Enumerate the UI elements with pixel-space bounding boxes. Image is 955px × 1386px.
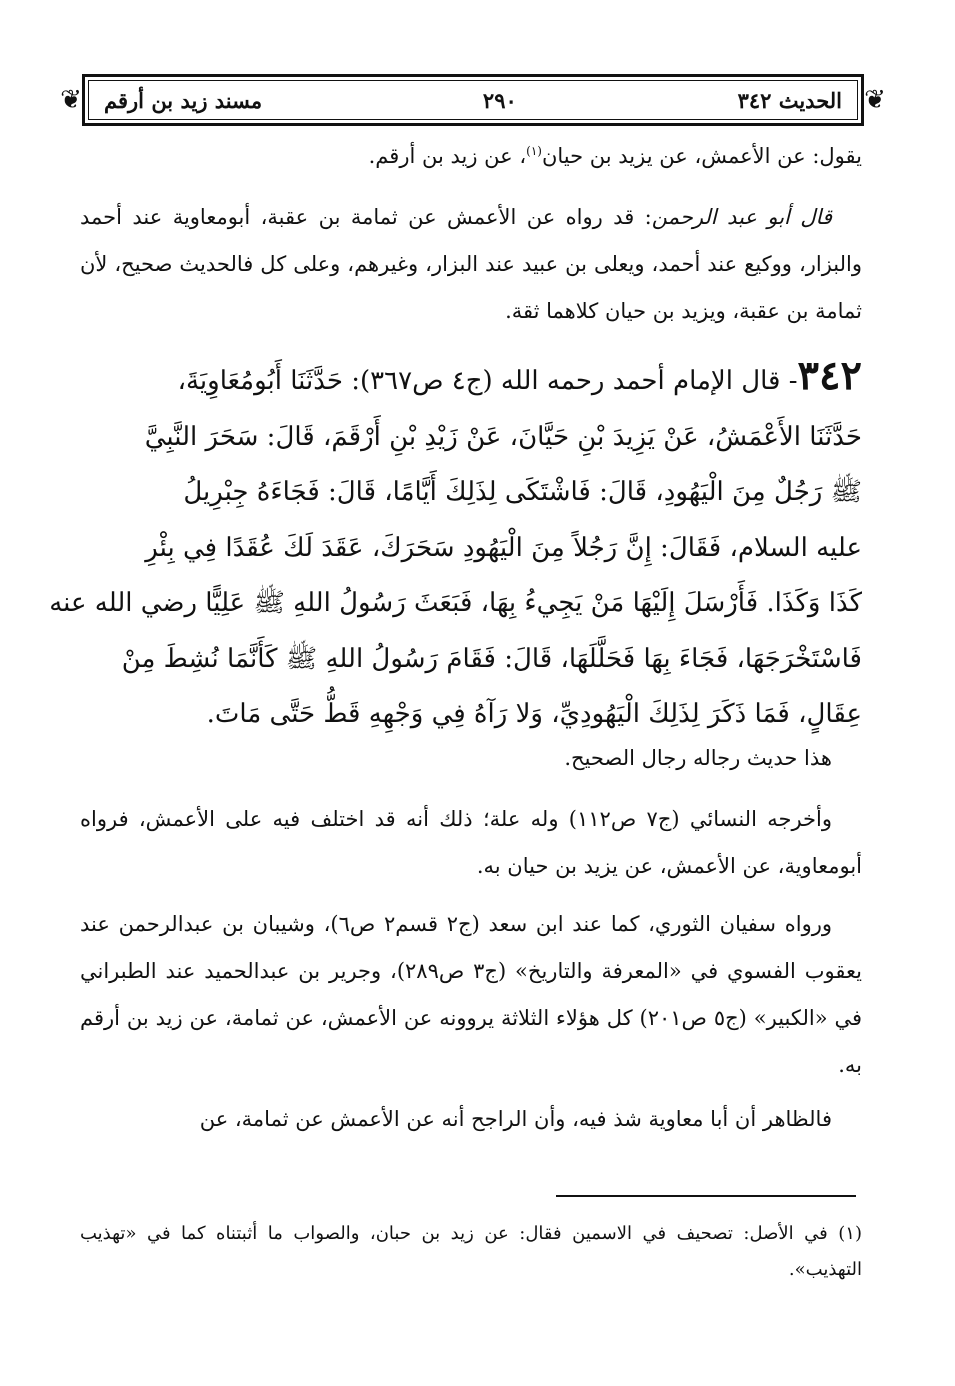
hadith-line-2: حَدَّثَنَا الأَعْمَشُ، عَنْ يَزِيدَ بْنِ حَيَّانَ، عَنْ زَيْدِ بْنِ أَرْقَمَ، قَالَ: سَحَرَ النَّبِيَّ	[144, 421, 862, 452]
hadith-line-5: كَذَا وَكَذَا. فَأَرْسَلَ إِلَيْهَا مَنْ يَجِيءُ بِهَا، فَبَعَثَ رَسُولُ اللهِ ﷺ عَلِيًّا رضي الله عنه	[49, 588, 862, 618]
hadith-line-4: عليه السلام، فَقَالَ: إِنَّ رَجُلاً مِنَ الْيَهُودِ سَحَرَكَ، عَقَدَ لَكَ عُقَدًا فِي بِئْرِ	[145, 532, 862, 563]
commentary-4: فالظاهر أن أبا معاوية شذ فيه، وأن الراجح أنه عن الأعمش عن ثمامة، عن	[199, 1107, 832, 1131]
commentary-3: ورواه سفيان الثوري، كما عند ابن سعد (ج٢ قسم٢ ص٦)، وشيبان بن عبدالرحمن عند يعقوب الفسوي في «المعرفة والتاريخ» (ج٣ ص٢٨٩)، وجرير بن عبدالحميد عند الطبراني في «الكبير» (ج٥ ص٢٠١) كل هؤلاء الثلاثة يروونه عن الأعمش، عن ثمامة، عن زيد بن أرقم به.	[80, 912, 862, 1077]
musnad-header-title: مسند زيد بن أرقم	[104, 87, 263, 113]
footnote-ref[interactable]: (١)	[526, 144, 542, 158]
hadith-number: ٣٤٢	[797, 352, 862, 399]
page-number: ٢٩٠	[482, 87, 517, 113]
paragraph-2-text: : قد رواه عن الأعمش عن ثمامة بن عقبة، أبومعاوية عند أحمد والبزار، ووكيع عند أحمد، ويعلى بن عبيد عند البزار، وغيرهم، وعلى كل فالحديث صحيح، لأن ثمامة بن عقبة، ويزيد بن حيان كلاهما ثقة.	[80, 205, 862, 323]
paragraph-2	[80, 194, 862, 335]
ornament-right-icon: ❦	[864, 85, 886, 115]
paragraph-1-text: يقول: عن الأعمش، عن يزيد بن حيان	[541, 144, 862, 168]
header-row	[104, 84, 842, 116]
commentary-2: وأخرجه النسائي (ج٧ ص١١٢) وله علة؛ ذلك أنه قد اختلف فيه على الأعمش، فرواه أبومعاوية، عن الأعمش، عن يزيد بن حيان به.	[80, 807, 862, 878]
running-header	[60, 74, 886, 126]
ornament-left-icon: ❦	[60, 85, 82, 115]
hadith-line-1: ٣٤٢- قال الإمام أحمد رحمه الله (ج٤ ص٣٦٧): حَدَّثَنَا أَبُومُعَاوِيَةَ،	[177, 352, 862, 399]
hadith-line-3: ﷺ رَجُلٌ مِنَ الْيَهُودِ، قَالَ: فَاشْتَكَى لِذَلِكَ أَيَّامًا، قَالَ: فَجَاءَهُ جِبْرِيلُ	[183, 477, 862, 507]
footnote: (١) في الأصل: تصحيف في الاسمين فقال: عن زيد بن حبان، والصواب ما أثبتناه كما في «تهذيب التهذيب».	[80, 1223, 862, 1280]
hadith-line-6: فَاسْتَخْرَجَهَا، فَجَاءَ بِهَا فَحَلَّلَهَا، قَالَ: فَقَامَ رَسُولُ اللهِ ﷺ كَأَنَّمَا نُشِطَ مِنْ	[121, 643, 862, 674]
author-calligraphy: قال أبو عبد الرحمن	[651, 205, 832, 229]
hadith-block	[49, 348, 862, 743]
footnote-divider	[556, 1195, 856, 1197]
commentary-1: هذا حديث رجاله رجال الصحيح.	[564, 746, 832, 770]
paragraph-1-end: ، عن زيد بن أرقم.	[368, 144, 527, 168]
paragraph-1	[80, 133, 862, 180]
hadith-header-title: الحديث ٣٤٢	[737, 87, 842, 113]
hadith-line-7: عِقَالٍ، فَمَا ذَكَرَ لِذَلِكَ الْيَهُودِيِّ، وَلا رَآهُ فِي وَجْهِهِ قَطُّ حَتَّى مَاتَ.	[206, 699, 862, 729]
